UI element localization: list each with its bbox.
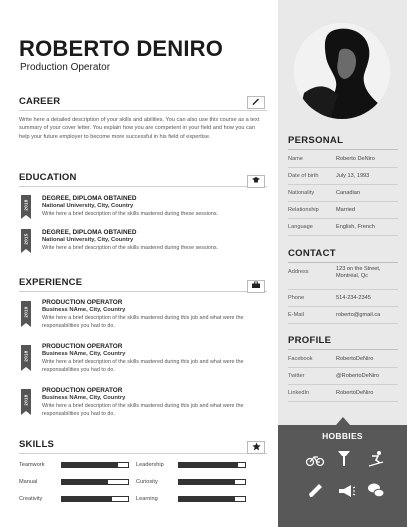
job-title: PRODUCTION OPERATOR	[42, 343, 123, 350]
skill-label: Creativity	[19, 496, 43, 502]
skill-curiosity	[136, 478, 251, 487]
field-label: E-Mail	[288, 312, 304, 318]
skills-heading	[19, 439, 267, 455]
job-title: PRODUCTION OPERATOR	[42, 299, 123, 306]
personal-row	[288, 169, 398, 185]
personal-row	[288, 220, 398, 236]
field-label: Twitter	[288, 373, 305, 379]
career-heading	[19, 96, 267, 112]
experience-description: Write here a brief description of the skills mastered during this job and what were the responsabilities you had to do.	[42, 315, 244, 329]
field-value: July 13, 1993	[336, 173, 370, 179]
field-label: Facebook	[288, 356, 313, 362]
star-icon	[247, 441, 265, 454]
education-year: 2015	[23, 233, 29, 245]
experience-title: EXPERIENCE	[19, 277, 83, 288]
field-value: Roberto DeNiro	[336, 156, 375, 162]
full-name: ROBERTO DENIRO	[19, 36, 224, 61]
divider	[19, 110, 267, 111]
skill-bar-fill	[62, 463, 118, 467]
field-label: Date of birth	[288, 173, 319, 179]
skills-title: SKILLS	[19, 439, 54, 450]
education-description: Write here a brief description of the skills mastered during these sessions.	[42, 211, 219, 217]
skill-label: Teamwork	[19, 462, 45, 468]
career-title: CAREER	[19, 96, 61, 107]
education-item	[19, 195, 269, 225]
skill-bar-fill	[179, 497, 235, 501]
year-ribbon	[21, 195, 31, 215]
skill-learning	[136, 495, 251, 504]
school-name: National University, City, Country	[42, 203, 134, 209]
skill-bar	[61, 462, 129, 468]
skill-teamwork	[19, 461, 134, 470]
skill-bar	[178, 496, 246, 502]
hobbies-title: HOBBIES	[322, 431, 363, 441]
experience-item	[19, 343, 269, 383]
experience-description: Write here a brief description of the skills mastered during this job and what were the responsabilities you had to do.	[42, 359, 244, 373]
field-label: Language	[288, 224, 313, 230]
company-name: Business NAme, City, Country	[42, 307, 126, 313]
antenna-icon	[334, 449, 354, 467]
contact-row	[288, 291, 398, 307]
skill-bar-fill	[179, 463, 238, 467]
profile-heading: PROFILE	[288, 335, 398, 346]
field-label: Address	[288, 269, 309, 275]
skill-bar	[178, 462, 246, 468]
skill-creativity	[19, 495, 134, 504]
skill-bar-fill	[179, 480, 235, 484]
year-ribbon	[21, 345, 31, 367]
field-label: Relationship	[288, 207, 319, 213]
contact-row[interactable]	[288, 308, 398, 324]
skill-bar-fill	[62, 497, 112, 501]
field-label: Name	[288, 156, 303, 162]
career-summary: Write here a detailed description of your skills and abilities. You can also use this course as a text summary of your cover letter. You explain how you are competent in your field and how you can help your future employer to become more successful in his field of expertise.	[19, 117, 260, 140]
experience-item	[19, 299, 269, 339]
skiing-icon	[366, 450, 386, 468]
year-ribbon	[21, 389, 31, 411]
hobbies-panel	[278, 425, 407, 527]
contact-row	[288, 265, 398, 290]
pencil-icon	[247, 96, 265, 109]
profile-row	[288, 386, 398, 402]
personal-row	[288, 186, 398, 202]
experience-year: 2018	[23, 350, 29, 362]
experience-heading	[19, 277, 267, 293]
briefcase-icon	[247, 280, 265, 293]
twitter-link[interactable]: @RobertoDeNiro	[336, 373, 379, 379]
skill-bar	[61, 496, 129, 502]
sidebar	[278, 0, 407, 527]
divider	[19, 186, 267, 187]
divider	[19, 291, 267, 292]
email-link[interactable]: roberto@gmail.ca	[336, 312, 381, 318]
degree-title: DEGREE, DIPLOMA OBTAINED	[42, 229, 137, 236]
experience-year: 2019	[23, 306, 29, 318]
skill-manual	[19, 478, 134, 487]
facebook-link[interactable]: RobertoDeNiro	[336, 356, 374, 362]
contact-heading: CONTACT	[288, 248, 398, 259]
skill-label: Manual	[19, 479, 38, 485]
graduation-cap-icon	[247, 175, 265, 188]
school-name: National University, City, Country	[42, 237, 134, 243]
field-label: LinkedIn	[288, 390, 310, 396]
skill-leadership	[136, 461, 251, 470]
skill-bar	[178, 479, 246, 485]
experience-item	[19, 387, 269, 427]
field-value: Canadian	[336, 190, 360, 196]
megaphone-icon	[336, 482, 356, 500]
year-ribbon	[21, 229, 31, 249]
profile-row	[288, 352, 398, 368]
divider	[19, 453, 267, 454]
field-value: English, French	[336, 224, 375, 230]
education-description: Write here a brief description of the skills mastered during these sessions.	[42, 245, 219, 251]
skill-label: Learning	[136, 496, 158, 502]
year-ribbon	[21, 301, 31, 323]
degree-title: DEGREE, DIPLOMA OBTAINED	[42, 195, 137, 202]
job-title: PRODUCTION OPERATOR	[42, 387, 123, 394]
linkedin-link[interactable]: RobertoDeNiro	[336, 390, 374, 396]
bicycle-icon	[305, 451, 325, 469]
field-value: 514-234-2345	[336, 295, 371, 301]
profile-photo	[294, 23, 390, 119]
job-role: Production Operator	[20, 62, 111, 73]
field-value: 123 on the Street, Montréal, Qc	[336, 266, 381, 280]
chat-icon	[366, 481, 386, 499]
company-name: Business NAme, City, Country	[42, 395, 126, 401]
field-label: Phone	[288, 295, 305, 301]
skill-bar	[61, 479, 129, 485]
personal-heading: PERSONAL	[288, 135, 398, 146]
profile-row	[288, 369, 398, 385]
education-heading	[19, 172, 267, 188]
skill-label: Leadership	[136, 462, 164, 468]
experience-description: Write here a brief description of the skills mastered during this job and what were the responsabilities you had to do.	[42, 403, 244, 417]
education-title: EDUCATION	[19, 172, 77, 183]
education-item	[19, 229, 269, 259]
skill-label: Curiosity	[136, 479, 158, 485]
skill-bar-fill	[62, 480, 108, 484]
personal-row	[288, 203, 398, 219]
field-value: Married	[336, 207, 355, 213]
experience-year: 2018	[23, 394, 29, 406]
personal-row	[288, 152, 398, 168]
education-year: 2018	[23, 199, 29, 211]
field-label: Nationality	[288, 190, 315, 196]
pen-icon	[306, 481, 326, 499]
company-name: Business NAme, City, Country	[42, 351, 126, 357]
